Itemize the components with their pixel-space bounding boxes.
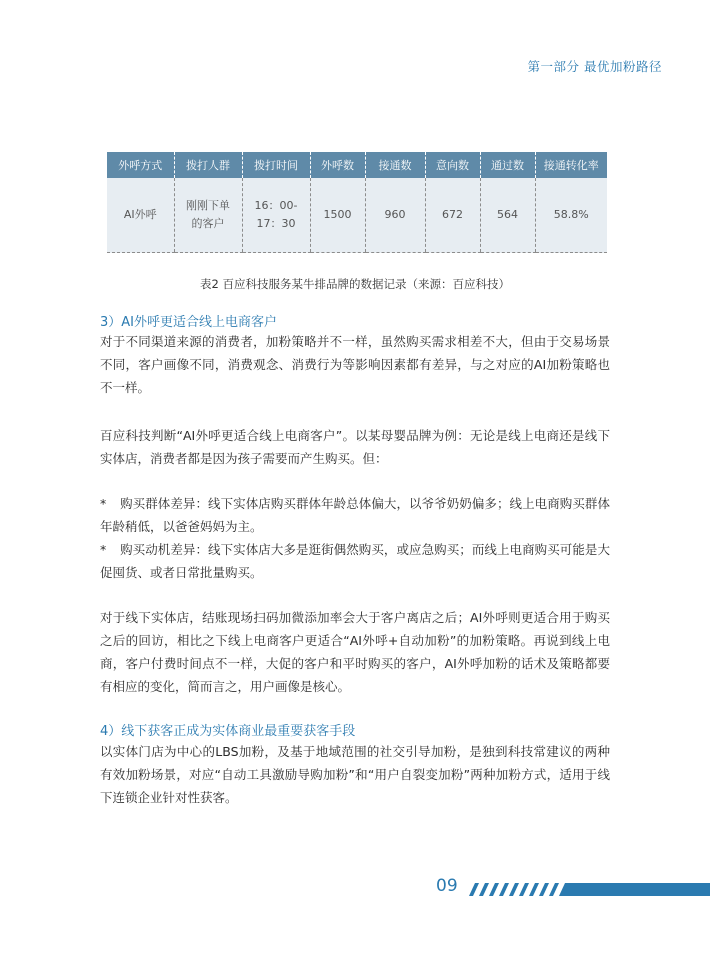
section-3-paragraph-2: 百应科技判断“AI外呼更适合线上电商客户”。以某母婴品牌为例：无论是线上电商还是线下实体店，消费者都是因为孩子需要而产生购买。但：	[100, 428, 610, 466]
section-3-title: 3）AI外呼更适合线上电商客户	[100, 315, 277, 330]
table-header-row	[107, 152, 607, 178]
table-cell: 960	[365, 178, 425, 253]
table-cell: 672	[425, 178, 480, 253]
column-header: 拨打人群	[174, 152, 242, 178]
bullet-marker: *	[100, 496, 107, 511]
footer-stripe-decoration	[469, 883, 710, 896]
table-cell	[242, 178, 310, 253]
column-header: 接通转化率	[535, 152, 607, 178]
table-cell	[174, 178, 242, 253]
section-3-paragraph-3: 对于线下实体店，结账现场扫码加微添加率会大于客户离店之后；AI外呼则更适合用于购买之后的回访，相比之下线上电商客户更适合“AI外呼+自动加粉”的加粉策略。再说到线上电商，客户付费时间点不一样，大促的客户和平时购买的客户，AI外呼加粉的话术及策略都要有相应的变化，简而言之，用户画像是核心。	[100, 610, 610, 694]
section-4-paragraph-1: 以实体门店为中心的LBS加粉，及基于地域范围的社交引导加粉，是独到科技常建议的两种有效加粉场景，对应“自动工具激励导购加粉”和“用户自裂变加粉”两种加粉方式，适用于线下连锁企业针对性获客。	[100, 744, 610, 805]
bullet-text: 购买动机差异：线下实体店大多是逛街偶然购买，或应急购买；而线上电商购买可能是大促囤货、或者日常批量购买。	[100, 542, 610, 580]
data-table-container	[107, 152, 607, 253]
section-header: 第一部分 最优加粉路径	[527, 59, 662, 74]
cell-line: 刚刚下单	[186, 199, 230, 212]
table-cell: 564	[480, 178, 535, 253]
page-number: 09	[436, 876, 458, 896]
data-table	[107, 152, 607, 253]
column-header: 外呼方式	[107, 152, 174, 178]
column-header: 意向数	[425, 152, 480, 178]
cell-line: 的客户	[191, 217, 225, 230]
table-caption: 表2 百应科技服务某牛排品牌的数据记录（来源：百应科技）	[200, 277, 510, 291]
bullet-item-2	[100, 538, 610, 584]
column-header: 通过数	[480, 152, 535, 178]
column-header: 外呼数	[310, 152, 365, 178]
cell-line: 16：00-	[254, 199, 298, 212]
section-4-title: 4）线下获客正成为实体商业最重要获客手段	[100, 724, 356, 739]
table-cell: AI外呼	[107, 178, 174, 253]
bullet-item-1	[100, 492, 610, 538]
bullet-text: 购买群体差异：线下实体店购买群体年龄总体偏大，以爷爷奶奶偏多；线上电商购买群体年龄稍低，以爸爸妈妈为主。	[100, 496, 610, 534]
column-header: 拨打时间	[242, 152, 310, 178]
table-cell: 1500	[310, 178, 365, 253]
cell-line: 17：30	[256, 217, 296, 230]
bullet-marker: *	[100, 542, 107, 557]
section-3-paragraph-1: 对于不同渠道来源的消费者，加粉策略并不一样，虽然购买需求相差不大，但由于交易场景不同，客户画像不同，消费观念、消费行为等影响因素都有差异，与之对应的AI加粉策略也不一样。	[100, 334, 610, 395]
column-header: 接通数	[365, 152, 425, 178]
table-cell: 58.8%	[535, 178, 607, 253]
table-row	[107, 178, 607, 253]
